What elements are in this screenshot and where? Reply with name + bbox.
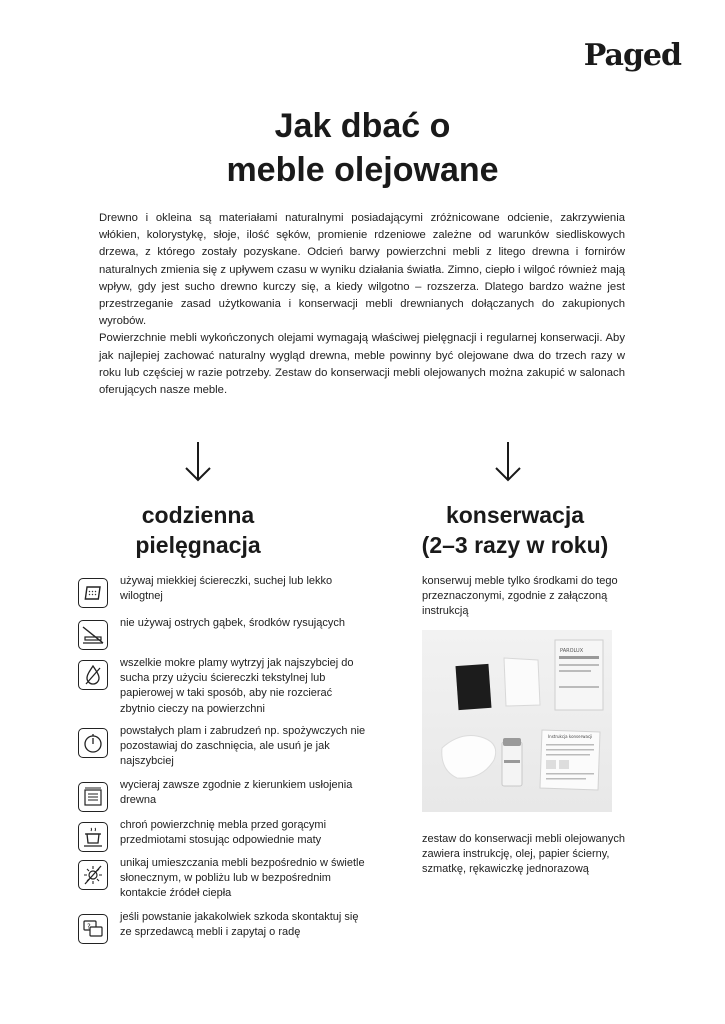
kit-contents-text: zestaw do konserwacji mebli olejowanych zawiera instrukcję, olej, papier ścierny, szmatkę, rękawiczkę jednorazową	[422, 833, 625, 876]
maintenance-kit-photo	[422, 630, 612, 812]
right-heading-line-1: konserwacja	[445, 502, 585, 528]
hot-pot-icon	[78, 822, 108, 852]
chat-question-icon	[78, 914, 108, 944]
maintenance-text: konserwuj meble tylko środkami do tego przeznaczonymi, zgodnie z załączoną instrukcją	[422, 575, 618, 618]
arrow-down-icon-right	[493, 440, 523, 484]
right-heading-line-2: (2–3 razy w roku)	[421, 532, 609, 558]
care-tip-text: unikaj umieszczania mebli bezpośrednio w świetle słonecznym, w pobliżu lub w bezpośrednim kontakcie źródeł ciepła	[120, 857, 365, 900]
care-tip-text: wycieraj zawsze zgodnie z kierunkiem usłojenia drewna	[120, 779, 353, 807]
care-tip-text: jeśli powstanie jakakolwiek szkoda skontaktuj się ze sprzedawcą mebli i zapytaj o radę	[120, 911, 359, 939]
brand-logo: Paged	[583, 38, 681, 73]
no-sun-icon	[78, 860, 108, 890]
intro-paragraph-2: Powierzchnie mebli wykończonych olejami wymagają właściwej pielęgnacji i regularnej konserwacji. Aby jak najlepiej zachować naturalny wygląd drewna, meble powinny być olejowane dwa do trzech razy w roku lub częściej w razie potrzeby. Zestaw do konserwacji mebli olejowanych można zakupić w salonach oferujących nasze meble.	[99, 332, 625, 397]
svg-text:?: ?	[87, 922, 91, 931]
white-cloth	[504, 658, 540, 706]
right-column-heading	[400, 500, 630, 560]
title-line-1: Jak dbać o	[274, 107, 451, 145]
care-tip-text: chroń powierzchnię mebla przed gorącymi przedmiotami stosując odpowiednie maty	[120, 819, 327, 847]
care-tip-text: powstałych plam i zabrudzeń np. spożywczych nie pozostawiaj do zaschnięcia, ale usuń je jak najszybciej	[120, 725, 366, 768]
water-drop-icon	[78, 660, 108, 690]
photo-sheet-label: Instrukcja konserwacji	[548, 734, 593, 739]
title-line-2: meble olejowane	[226, 151, 499, 189]
clock-icon	[78, 728, 108, 758]
arrow-down-icon	[493, 440, 523, 484]
black-cloth	[456, 664, 492, 710]
care-tip-text: nie używaj ostrych gąbek, środków rysujących	[120, 617, 345, 629]
left-column-heading	[98, 500, 298, 560]
cloth-icon	[78, 578, 108, 608]
care-tip-text: wszelkie mokre plamy wytrzyj jak najszybciej do sucha przy użyciu ściereczki tekstylnej lub papierowej w taki sposób, aby nie rozcierać zbytnio cieczy na powierzchni	[120, 657, 354, 715]
left-heading-line-1: codzienna	[141, 502, 255, 528]
intro-paragraph-1: Drewno i okleina są materiałami naturalnymi posiadającymi zróżnicowane odcienie, zakrzywienia włókien, kolorystykę, słoje, ilość sęków, promienie rdzeniowe zależne od warunków siedliskowych drzewa, z którego zostały pozyskane. Odcień barwy powierzchni mebli z litego drewna i fornirów naturalnych zmienia się z upływem czasu w wyniku działania światła. Zimno, ciepło i wilgoć również mają wpływ, gdy jest sucho drewno kurczy się, a kiedy wilgotno – rozszerza. Dlatego bardzo ważne jest przestrzeganie zasad użytkowania i konserwacji mebli drewnianych dołączanych do zakupionych wyrobów.	[99, 212, 625, 328]
wood-grain-icon	[78, 782, 108, 812]
page-title	[0, 104, 725, 192]
left-heading-line-2: pielęgnacja	[135, 532, 261, 558]
care-tip-text: używaj miekkiej ściereczki, suchej lub lekko wilogtnej	[120, 575, 333, 603]
arrow-down-icon	[183, 440, 213, 484]
photo-box-label: PAROLUX	[560, 648, 584, 654]
glove	[442, 736, 496, 779]
no-sponge-icon	[78, 620, 108, 650]
arrow-down-icon-left	[183, 440, 213, 484]
intro-text	[99, 210, 625, 399]
oil-bottle	[502, 742, 522, 786]
